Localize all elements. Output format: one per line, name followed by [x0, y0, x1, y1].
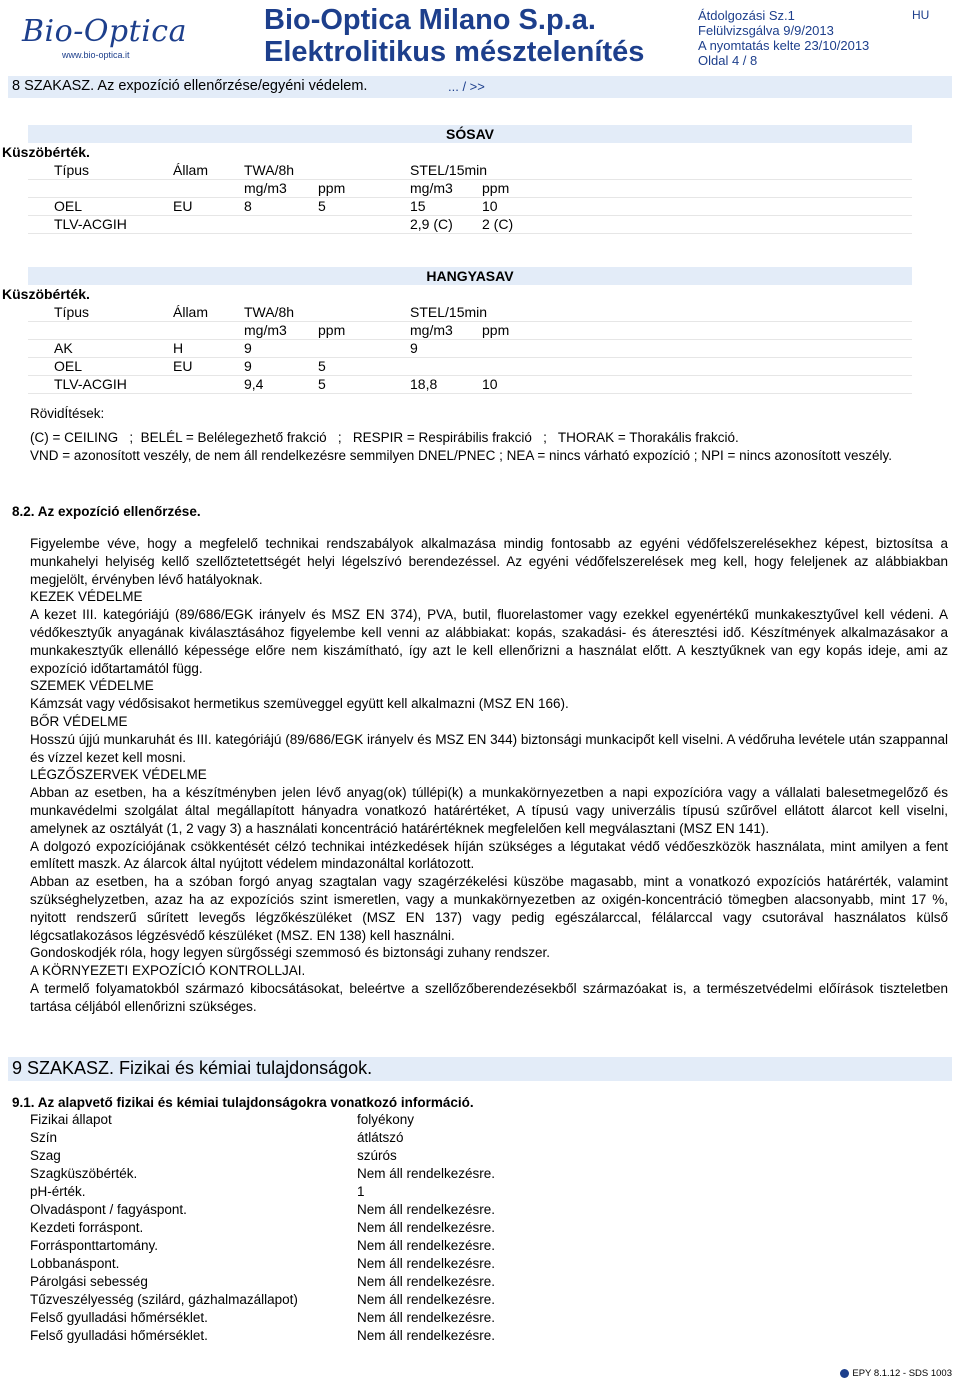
- skin-protection-heading: BŐR VÉDELME: [30, 713, 128, 729]
- property-value: Nem áll rendelkezésre.: [357, 1238, 496, 1253]
- logo-url: www.bio-optica.it: [62, 50, 130, 60]
- continued-marker: ... / >>: [448, 79, 485, 94]
- property-value: Nem áll rendelkezésre.: [357, 1166, 496, 1181]
- cell-stel-mg: 2,9 (C): [410, 216, 453, 232]
- cell-twa-mg: 9,4: [244, 376, 264, 392]
- paragraph: Hosszú újjú munkaruhát és III. kategóriájú (89/686/EGK irányelv és MSZ EN 344) biztonsági munkacipőt kell viselni. A védőruha levétele után szappannal és vízzel kezet kell mosni.: [30, 731, 948, 765]
- epy-logo-icon: [840, 1369, 849, 1378]
- property-value: Nem áll rendelkezésre.: [357, 1256, 496, 1271]
- property-value: átlátszó: [357, 1130, 404, 1145]
- property-name: Szag: [30, 1148, 61, 1163]
- property-value: Nem áll rendelkezésre.: [357, 1310, 496, 1325]
- cell-state: EU: [173, 358, 193, 374]
- unit-mgm3: mg/m3: [244, 180, 287, 196]
- property-value: folyékony: [357, 1112, 415, 1127]
- review-date: Felülvizsgálva 9/9/2013: [698, 23, 834, 38]
- substance-name: SÓSAV: [446, 126, 494, 142]
- property-value: szúrós: [357, 1148, 397, 1163]
- paragraph: A termelő folyamatokból származó kibocsátásokat, beleértve a szellőzőberendezésekből származóakat is, a természetvédelmi előírások tiszteletben tartása céljából ellenőrizni szükséges.: [30, 980, 948, 1014]
- property-name: Tűzveszélyesség (szilárd, gázhalmazállapot): [30, 1292, 298, 1307]
- table-row: [28, 215, 912, 234]
- print-date: A nyomtatás kelte 23/10/2013: [698, 38, 870, 53]
- respiratory-protection-heading: LÉGZŐSZERVEK VÉDELME: [30, 767, 207, 783]
- property-value: Nem áll rendelkezésre.: [357, 1220, 496, 1235]
- section-8-title: 8 SZAKASZ. Az expozíció ellenőrzése/egyéni védelem.: [12, 78, 368, 94]
- property-name: Szagküszöbérték.: [30, 1166, 138, 1181]
- paragraph: A kezet III. kategóriájú (89/686/EGK irányelv és MSZ EN 374), PVA, butil, fluorelastomer vagy ezekkel egyenértékű munkakesztyűvel kell védeni. A védőkesztyűk anyagának kiválasztásához figyelembe kell venni az alábbiakat: kopás, szakadási- és áteresztési idő. Készítmények alkalmazásakor a munkakesztyűk ellenálló képessége előre nem kiszámítható, így azt le kell ellenőrizni a használat előtt. A kesztyűknek van egy kopás ideje, ami az expozíció időtartamától függ.: [30, 607, 948, 676]
- property-name: Felső gyulladási hőmérséklet.: [30, 1310, 208, 1325]
- table-row: [28, 375, 912, 394]
- unit-ppm: ppm: [482, 322, 510, 338]
- cell-stel-ppm: 2 (C): [482, 216, 514, 232]
- abbreviations-line-1: (C) = CEILING ; BELÉL = Belélegezhető frakció ; RESPIR = Respirábilis frakció ; THORAK = Thorakális frakció.: [30, 430, 739, 445]
- cell-twa-ppm: 5: [318, 376, 326, 392]
- cell-twa-ppm: 5: [318, 358, 326, 374]
- paragraph: Abban az esetben, ha a készítményben jelen lévő anyag(ok) túllépi(k) a munkakörnyezetben a napi expozícióra vagy a vállalati balesetmegelőző és munkavédelmi szolgálat által megállapított hányadra vonatkozó határértéket, A típusú vagy univerzális típusú szűrővel ellátott álarcot kell viselni, amelynek az osztályát (1, 2 vagy 3) a használati koncentráció határértéknek megfelelően kell megválasztani (MSZ EN 141).: [30, 785, 948, 836]
- cell-stel-ppm: 10: [482, 376, 498, 392]
- unit-ppm: ppm: [318, 180, 346, 196]
- table-row: [28, 357, 912, 376]
- threshold-heading: Küszöbérték.: [2, 144, 90, 160]
- threshold-heading: Küszöbérték.: [2, 286, 90, 302]
- property-value: Nem áll rendelkezésre.: [357, 1328, 496, 1343]
- property-name: Lobbanáspont.: [30, 1256, 120, 1271]
- paragraph: A dolgozó expozíciójának csökkentését célzó technikai intézkedések híján szükséges a légutakat védő védőeszközök használata, mint amilyen a fent említett maszk. Az álarcok által nyújtott védelem mindazonáltal korlátozott.: [30, 838, 948, 872]
- company-name: Bio-Optica Milano S.p.a.: [264, 4, 596, 36]
- product-name: Elektrolitikus mésztelenítés: [264, 36, 645, 68]
- property-name: Párolgási sebesség: [30, 1274, 148, 1289]
- cell-twa-mg: 9: [244, 358, 252, 374]
- logo-text: Bio-Optica: [22, 14, 187, 49]
- property-name: Fizikai állapot: [30, 1112, 112, 1127]
- page-header: [0, 0, 960, 72]
- eye-protection-heading: SZEMEK VÉDELME: [30, 678, 154, 694]
- cell-stel-mg: 18,8: [410, 376, 438, 392]
- substance-name: HANGYASAV: [426, 268, 514, 284]
- property-name: Forrásponttartomány.: [30, 1238, 159, 1253]
- table-unit-row: [28, 321, 912, 340]
- hand-protection-heading: KEZEK VÉDELME: [30, 589, 143, 605]
- cell-type: OEL: [54, 358, 83, 374]
- property-value: Nem áll rendelkezésre.: [357, 1292, 496, 1307]
- property-name: pH-érték.: [30, 1184, 86, 1199]
- property-value: 1: [357, 1184, 365, 1199]
- property-value: Nem áll rendelkezésre.: [357, 1274, 496, 1289]
- exposure-control-text: [30, 535, 948, 1016]
- col-state: Állam: [173, 304, 209, 320]
- table-row: [28, 197, 912, 216]
- exposure-control-heading: 8.2. Az expozíció ellenőrzése.: [12, 504, 201, 519]
- unit-mgm3: mg/m3: [410, 322, 453, 338]
- property-value: Nem áll rendelkezésre.: [357, 1202, 496, 1217]
- col-type: Típus: [54, 162, 90, 178]
- cell-stel-ppm: 10: [482, 198, 498, 214]
- cell-twa-mg: 8: [244, 198, 252, 214]
- cell-type: TLV-ACGIH: [54, 376, 127, 392]
- property-name: Kezdeti forráspont.: [30, 1220, 144, 1235]
- abbreviations-list: [30, 429, 948, 465]
- table-unit-row: [28, 179, 912, 198]
- cell-stel-mg: 9: [410, 340, 418, 356]
- revision-info: [698, 8, 869, 68]
- substance-bar: [28, 125, 912, 143]
- cell-type: TLV-ACGIH: [54, 216, 127, 232]
- cell-stel-mg: 15: [410, 198, 426, 214]
- revision-number: Átdolgozási Sz.1: [698, 8, 795, 23]
- cell-twa-ppm: 5: [318, 198, 326, 214]
- cell-twa-mg: 9: [244, 340, 252, 356]
- table-row: [28, 339, 912, 358]
- unit-mgm3: mg/m3: [410, 180, 453, 196]
- section-8-header: [8, 76, 952, 98]
- cell-type: AK: [54, 340, 73, 356]
- property-name: Olvadáspont / fagyáspont.: [30, 1202, 187, 1217]
- footer-text: EPY 8.1.12 - SDS 1003: [852, 1368, 952, 1379]
- environmental-exposure-heading: A KÖRNYEZETI EXPOZÍCIÓ KONTROLLJAI.: [30, 963, 306, 979]
- section-9-title: 9 SZAKASZ. Fizikai és kémiai tulajdonságok.: [12, 1058, 373, 1078]
- cell-type: OEL: [54, 198, 83, 214]
- unit-ppm: ppm: [318, 322, 346, 338]
- property-name: Felső gyulladási hőmérséklet.: [30, 1328, 208, 1343]
- unit-mgm3: mg/m3: [244, 322, 287, 338]
- table-header-row: [28, 303, 912, 322]
- section-9-subheading: 9.1. Az alapvető fizikai és kémiai tulajdonságokra vonatkozó információ.: [12, 1095, 474, 1110]
- col-twa: TWA/8h: [244, 162, 295, 178]
- paragraph: Figyelembe véve, hogy a megfelelő technikai rendszabályok alkalmazása mindig fontosabb az egyéni védőfelszerelésekhez képest, biztosítsa a munkahelyi helyiség kellő szellőztetettségét helyi légelszívó berendezéssel. Az egyéni védőfelszerelések meg kell, hogy feleljenek az alábbiakban megjelölt, érvényben lévő hatályoknak.: [30, 536, 948, 587]
- substance-bar: [28, 267, 912, 285]
- col-type: Típus: [54, 304, 90, 320]
- paragraph: Gondoskodjék róla, hogy legyen sürgősségi szemmosó és biztonsági zuhany rendszer.: [30, 945, 551, 961]
- abbreviations-heading: RövidÍtések:: [30, 406, 105, 421]
- page-footer: [840, 1368, 952, 1379]
- paragraph: Abban az esetben, ha a szóban forgó anyag szagtalan vagy szagérzékelési küszöbe magasabb, mint a vonatkozó expozíciós határérték, valamint szükséghelyzetben, azaz ha az expozíciós szint ismeretlen, vagy a munkakörnyezetben az oxigén-koncentráció tömegben alacsonyabb, mint 17 %, nyitott rendszerű sűrített levegős légzőkészüléket (MSZ EN 137) vagy pedig egészálarccal, félálarccal vagy csutorával használatos külső légcsatlakozásos légzésvédő készüléket (MSZ. EN 138) kell használni.: [30, 874, 948, 943]
- col-state: Állam: [173, 162, 209, 178]
- abbreviations-line-2: VND = azonosított veszély, de nem áll rendelkezésre semmilyen DNEL/PNEC ; NEA = nincs várható expozíció ; NPI = nincs azonosított veszély.: [30, 448, 893, 463]
- table-header-row: [28, 161, 912, 180]
- company-logo: [22, 14, 187, 60]
- unit-ppm: ppm: [482, 180, 510, 196]
- paragraph: Kámzsát vagy védősisakot hermetikus szemüveggel együtt kell alkalmazni (MSZ EN 166).: [30, 696, 569, 712]
- col-stel: STEL/15min: [410, 162, 488, 178]
- page-number: Oldal 4 / 8: [698, 53, 758, 68]
- cell-state: EU: [173, 198, 193, 214]
- col-stel: STEL/15min: [410, 304, 488, 320]
- col-twa: TWA/8h: [244, 304, 295, 320]
- cell-state: H: [173, 340, 184, 356]
- property-name: Szín: [30, 1130, 58, 1145]
- language-code: HU: [912, 8, 930, 22]
- section-9-header: [8, 1057, 952, 1081]
